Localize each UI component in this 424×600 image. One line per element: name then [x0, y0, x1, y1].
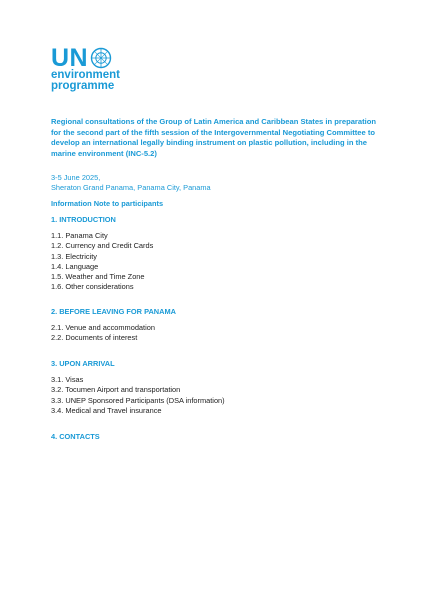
logo-un-text: UN	[51, 44, 89, 72]
note-title: Information Note to participants	[51, 199, 164, 208]
section-items	[51, 231, 351, 293]
event-venue: Sheraton Grand Panama, Panama City, Panama	[51, 183, 211, 193]
logo-environment-text: environment	[51, 69, 121, 81]
list-item: 1.5. Weather and Time Zone	[51, 272, 145, 282]
event-dates: 3-5 June 2025,	[51, 173, 101, 182]
list-item: 1.3. Electricity	[51, 251, 98, 261]
logo-programme-text: programme	[51, 80, 115, 92]
list-item: 1.2. Currency and Credit Cards	[51, 241, 154, 251]
document-title: Regional consultations of the Group of Latin America and Caribbean States in preparation for the second part of the fifth session of the Intergovernmental Negotiating Committee to develop an international legally binding instrument on plastic pollution, including in the marine environment (INC-5.2)	[51, 117, 377, 158]
list-item: 2.2. Documents of interest	[51, 333, 138, 343]
section-heading: 2. BEFORE LEAVING FOR PANAMA	[51, 307, 176, 316]
list-item: 2.1. Venue and accommodation	[51, 323, 155, 332]
section-heading: 4. CONTACTS	[51, 432, 100, 441]
list-item: 1.4. Language	[51, 261, 99, 271]
list-item: 1.1. Panama City	[51, 231, 108, 240]
event-meta	[51, 173, 351, 194]
list-item: 3.2. Tocumen Airport and transportation	[51, 385, 181, 395]
un-emblem-icon	[90, 47, 112, 69]
section-heading: 3. UPON ARRIVAL	[51, 359, 115, 368]
list-item: 3.3. UNEP Sponsored Participants (DSA information)	[51, 395, 225, 405]
section-items	[51, 323, 351, 344]
list-item: 3.1. Visas	[51, 375, 84, 384]
unep-logo	[51, 46, 131, 106]
list-item: 1.6. Other considerations	[51, 282, 134, 292]
section-items	[51, 375, 351, 416]
section-heading: 1. INTRODUCTION	[51, 215, 116, 224]
list-item: 3.4. Medical and Travel insurance	[51, 405, 162, 415]
